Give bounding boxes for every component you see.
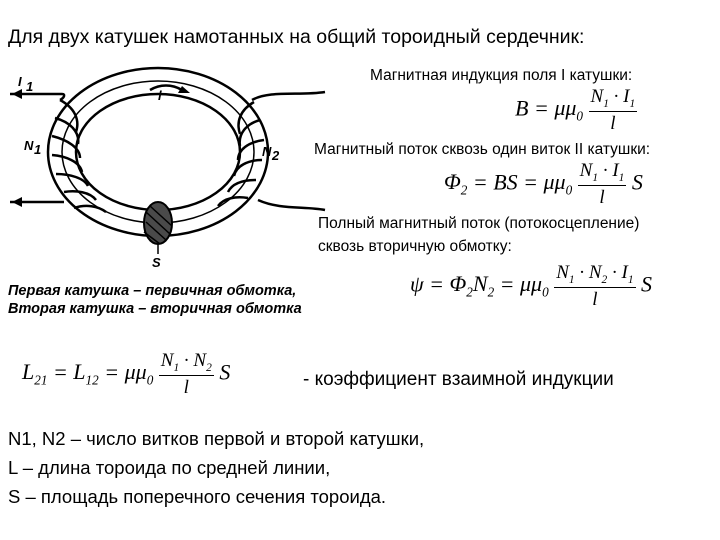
flux-formula: $\Phi_2$ = BS = $\mu\mu_0$ $\frac{N_1 \cdot I_1}{l}$ S [444,160,643,208]
total-flux-caption-1: Полный магнитный поток (потокосцепление) [318,215,640,232]
current-label: I [18,74,22,89]
mutual-caption: - коэффициент взаимной индукции [303,369,614,390]
svg-text:2: 2 [272,148,280,163]
definition-line-2: L – длина тороида по средней линии, [8,457,331,478]
total-flux-caption-2: сквозь вторичную обмотку: [318,238,512,255]
definition-line-1: N1, N2 – число витков первой и второй катушки, [8,428,425,449]
total-flux-formula: $\psi = \Phi_2N_2 = \mu\mu_0$ $\frac{N_1 \cdot N_2 \cdot I_1}{l}$ S [410,262,653,310]
page-title: Для двух катушек намотанных на общий тороидный сердечник: [8,26,585,48]
cross-section-label: S [152,255,161,270]
coil-descriptions [8,282,302,318]
mutual-formula: $L_{21} = L_{12} = \mu\mu_0$ $\frac{N_1 \cdot N_2}{l}$ S [22,350,231,398]
coil-line-2: Вторая катушка – вторичная обмотка [8,301,302,317]
definition-line-3: S – площадь поперечного сечения тороида. [8,486,387,507]
b-caption: Магнитная индукция поля I катушки: [370,67,633,84]
svg-text:1: 1 [34,142,42,157]
definitions [8,424,424,511]
coil-line-1: Первая катушка – первичная обмотка, [8,283,297,299]
b-formula: $B = \mu\mu_0$ $\frac{N_1 \cdot I_1}{l}$ [515,86,636,134]
n2-label: N [262,144,272,159]
flux-caption: Магнитный поток сквозь один виток II катушки: [314,141,651,158]
length-label: l [158,88,162,103]
n1-label: N [24,138,34,153]
toroid-diagram [0,60,330,275]
svg-text:1: 1 [26,79,34,94]
